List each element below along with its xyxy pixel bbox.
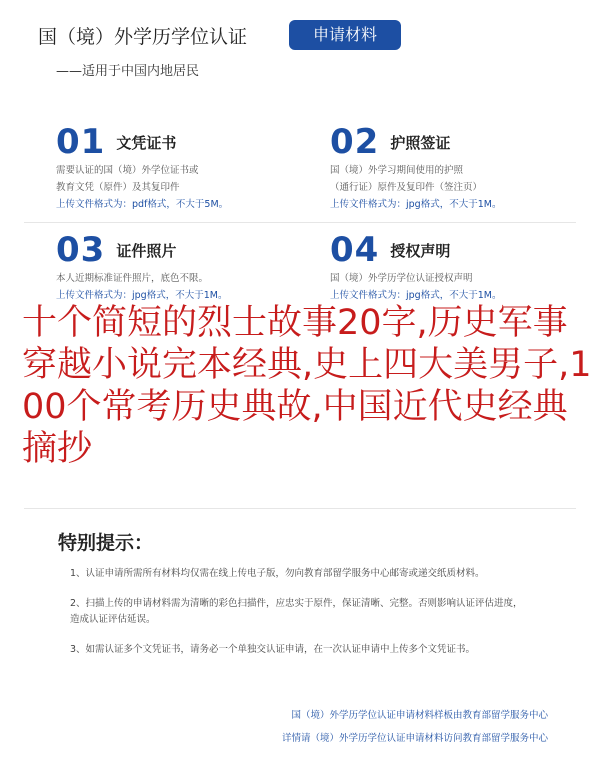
note-item: 造成认证评估延误。 [70,614,156,625]
notes-title: 特别提示： [58,532,154,554]
section-number: 02 [330,122,380,162]
section-desc-line: 需要认证的国（境）外学位证书或 [56,165,199,176]
section-passport [330,124,570,213]
section-title: 授权声明 [390,242,451,260]
section-desc-line: 本人近期标准证件照片，底色不限。 [56,273,209,284]
note-item: 2、扫描上传的申请材料需为清晰的彩色扫描件，应忠实于原件，保证清晰、完整。否则影响认证评估进度， [70,598,523,609]
footer-line: 国（境）外学历学位认证申请材料样板由教育部留学服务中心 [291,710,548,721]
section-authorization [330,232,570,304]
section-desc-line: 国（境）外学历学位认证授权声明 [330,273,473,284]
section-desc-line: 教育文凭（原件）及其复印件 [56,182,180,193]
divider [24,222,576,223]
upload-requirement: 上传文件格式为：jpg格式，不大于1M。 [330,199,502,210]
section-title: 护照签证 [390,134,451,152]
upload-requirement: 上传文件格式为：jpg格式，不大于1M。 [330,290,502,301]
section-number: 01 [56,122,106,162]
divider [24,508,576,509]
upload-requirement: 上传文件格式为：pdf格式，不大于5M。 [56,199,229,210]
section-desc-line: （通行证）原件及复印件（签注页） [330,182,483,193]
overlay-headline: 十个简短的烈士故事20字,历史军事穿越小说完本经典,史上四大美男子,100个常考历史典故,中国近代史经典摘抄 [22,303,592,469]
section-title: 证件照片 [116,242,177,260]
section-photo [56,232,296,304]
note-item: 1、认证申请所需所有材料均仅需在线上传电子版，勿向教育部留学服务中心邮寄或递交纸质材料。 [70,568,485,579]
apply-materials-button[interactable]: 申请材料 [289,20,401,50]
footer-line: 详情请（境）外学历学位认证申请材料访问教育部留学服务中心 [281,733,548,744]
note-item: 3、如需认证多个文凭证书，请务必一个单独交认证申请，在一次认证申请中上传多个文凭证书。 [70,644,476,655]
section-title: 文凭证书 [116,134,177,152]
page-subtitle: ——适用于中国内地居民 [56,64,200,79]
section-number: 03 [56,230,106,270]
section-number: 04 [330,230,380,270]
page-title: 国（境）外学历学位认证 [38,26,248,48]
upload-requirement: 上传文件格式为：jpg格式，不大于1M。 [56,290,228,301]
section-desc-line: 国（境）外学习期间使用的护照 [330,165,464,176]
section-diploma [56,124,296,213]
